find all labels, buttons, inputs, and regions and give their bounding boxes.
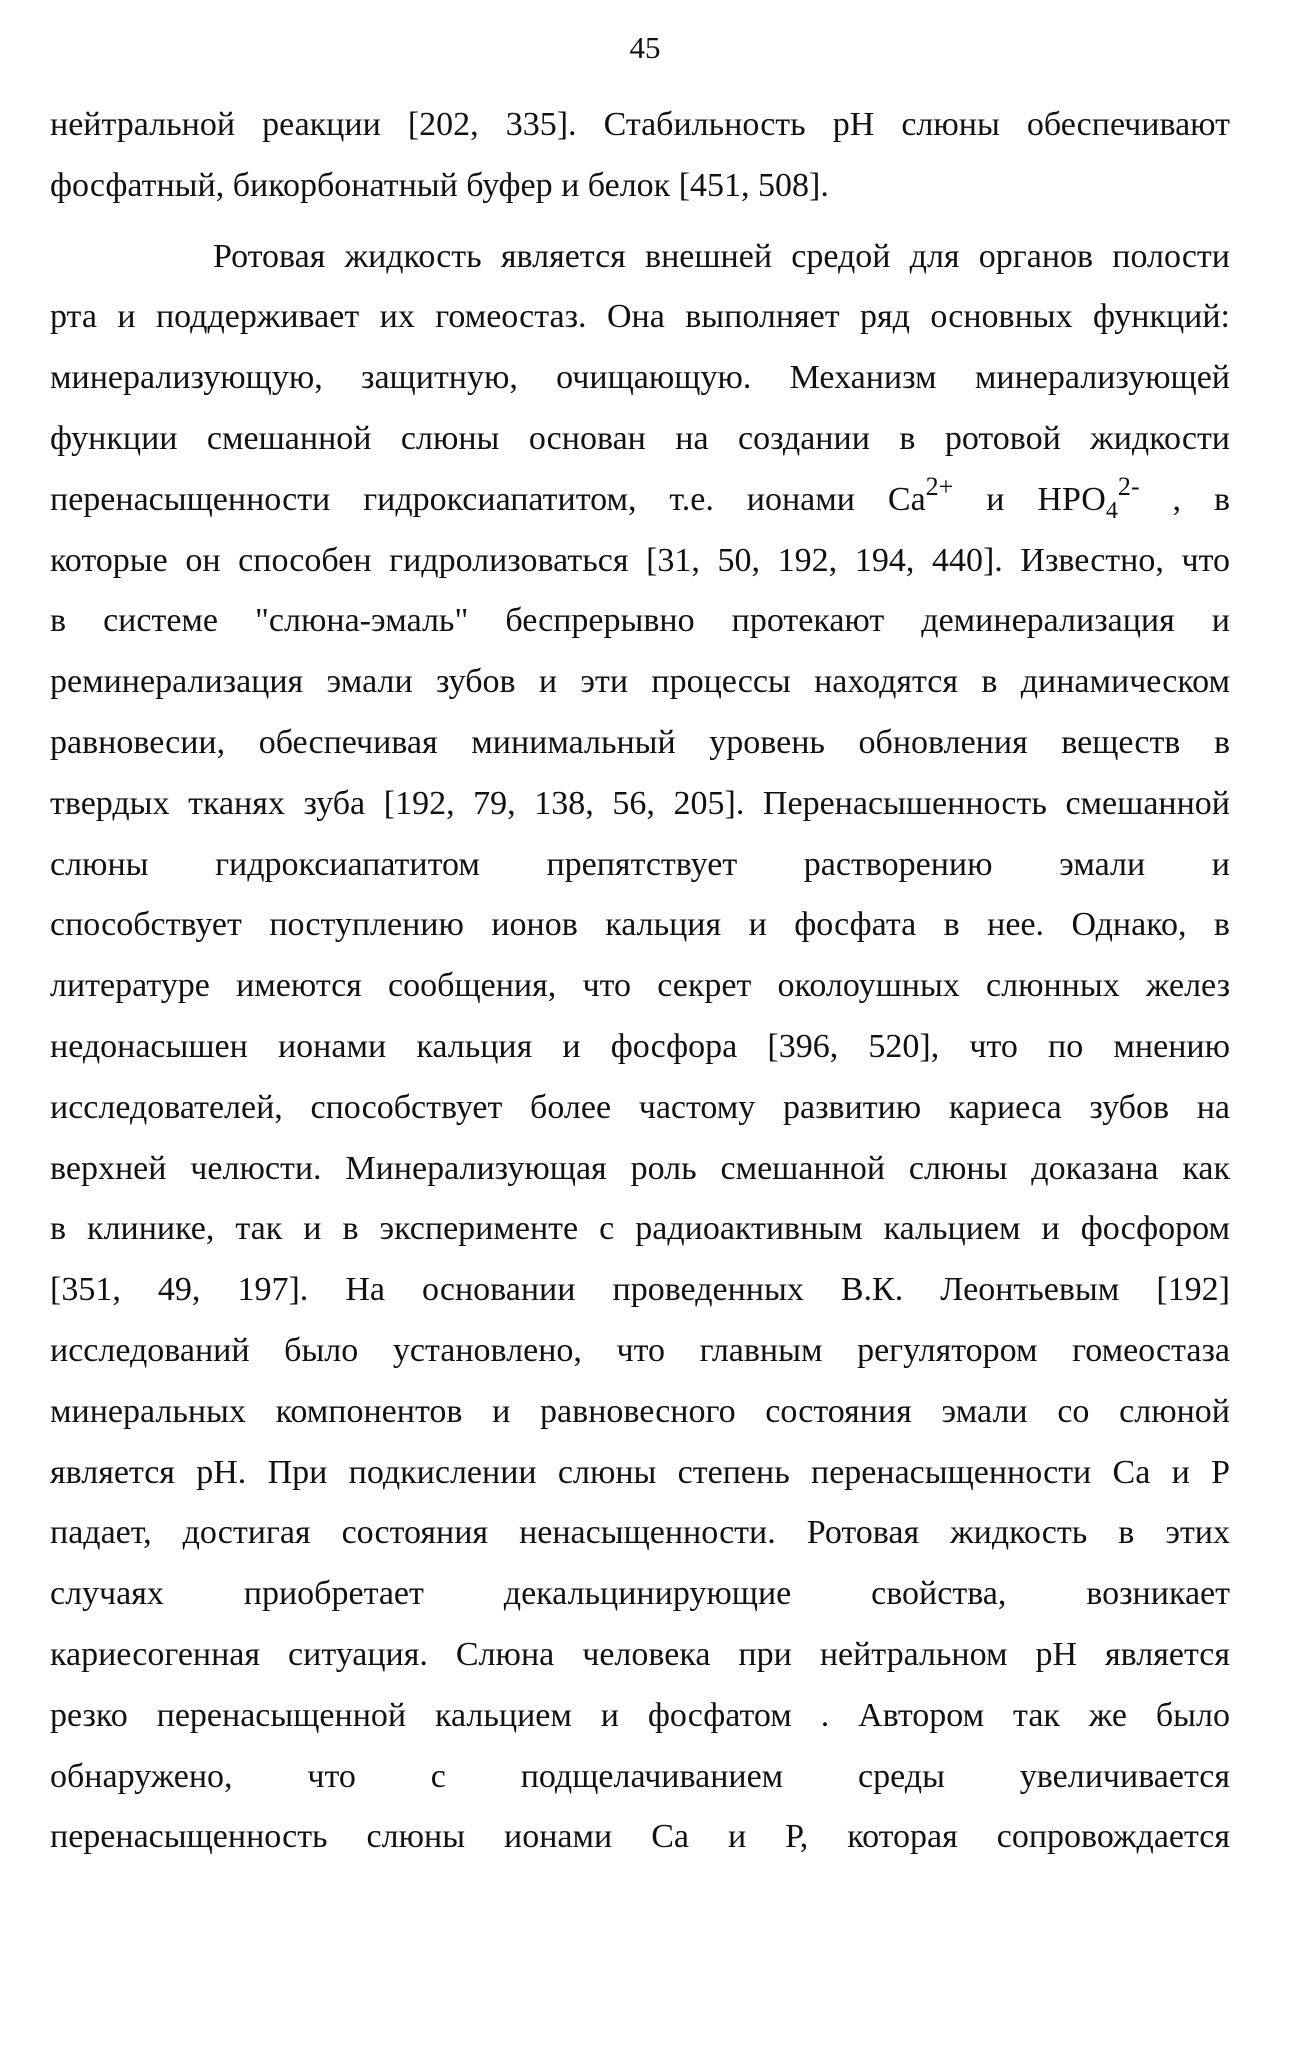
text-line: верхней челюсти. Минерализующая роль смешанной слюны доказана как	[50, 1149, 1230, 1187]
paragraph-first-line: Ротовая жидкость является внешней средой для органов полости	[213, 237, 1230, 275]
text-line: слюны гидроксиапатитом препятствует растворению эмали и	[50, 845, 1230, 883]
text-line: которые он способен гидролизоваться [31, 50, 192, 194, 440]. Известно, что	[50, 541, 1230, 579]
text-line: перенасыщенность слюны ионами Са и Р, которая сопровождается	[50, 1818, 1230, 1856]
text-line: обнаружено, что с подщелачиванием среды увеличивается	[50, 1757, 1230, 1795]
text-line: исследований было установлено, что главным регулятором гомеостаза	[50, 1331, 1230, 1369]
phosphate-subscript: 4	[1105, 497, 1118, 524]
calcium-ion-charge: 2+	[925, 472, 954, 502]
page-number: 45	[629, 30, 661, 65]
text-line: функции смешанной слюны основан на создании в ротовой жидкости	[50, 419, 1230, 457]
text-line-with-formulas	[50, 470, 1230, 531]
text-line: литературе имеются сообщения, что секрет околоушных слюнных желез	[50, 967, 1230, 1005]
text-line: кариесогенная ситуация. Слюна человека при нейтральном рН является	[50, 1635, 1230, 1673]
text-line: минеральных компонентов и равновесного состояния эмали со слюной	[50, 1392, 1230, 1430]
text-line: реминерализация эмали зубов и эти процессы находятся в динамическом	[50, 663, 1230, 701]
text-line: нейтральной реакции [202, 335]. Стабильность рН слюны обеспечивают	[50, 106, 1230, 143]
text-line: рта и поддерживает их гомеостаз. Она выполняет ряд основных функций:	[50, 298, 1230, 336]
phosphate-ion-charge: 2-	[1117, 472, 1140, 502]
text-line: является рН. При подкислении слюны степень перенасыщенности Са и Р	[50, 1453, 1230, 1491]
text-line: равновесии, обеспечивая минимальный уровень обновления веществ в	[50, 723, 1230, 761]
text-line: падает, достигая состояния ненасыщенности. Ротовая жидкость в этих	[50, 1514, 1230, 1552]
body-text	[50, 95, 1230, 1868]
text-line: в системе "слюна-эмаль" беспрерывно протекают деминерализация и	[50, 602, 1230, 640]
text-line: резко перенасыщенной кальцием и фосфатом . Автором так же было	[50, 1696, 1230, 1734]
text-line: [351, 49, 197]. На основании проведенных В.К. Леонтьевым [192]	[50, 1271, 1230, 1309]
text-line: способствует поступлению ионов кальция и фосфата в нее. Однако, в	[50, 906, 1230, 944]
text-fragment: и НРО	[953, 480, 1106, 518]
text-line: исследователей, способствует более частому развитию кариеса зубов на	[50, 1088, 1230, 1126]
text-fragment: перенасыщенности гидроксиапатитом, т.е. ионами Са	[50, 480, 926, 518]
text-line: минерализующую, защитную, очищающую. Механизм минерализующей	[50, 359, 1230, 397]
text-line: в клинике, так и в эксперименте с радиоактивным кальцием и фосфором	[50, 1210, 1230, 1248]
text-line: недонасышен ионами кальция и фосфора [396, 520], что по мнению	[50, 1027, 1230, 1065]
text-line: твердых тканях зуба [192, 79, 138, 56, 205]. Перенасышенность смешанной	[50, 784, 1230, 822]
text-line: случаях приобретает декальцинирующие свойства, возникает	[50, 1575, 1230, 1613]
text-fragment: , в	[1139, 480, 1230, 518]
text-line: фосфатный, бикорбонатный буфер и белок [451, 508].	[50, 166, 829, 204]
